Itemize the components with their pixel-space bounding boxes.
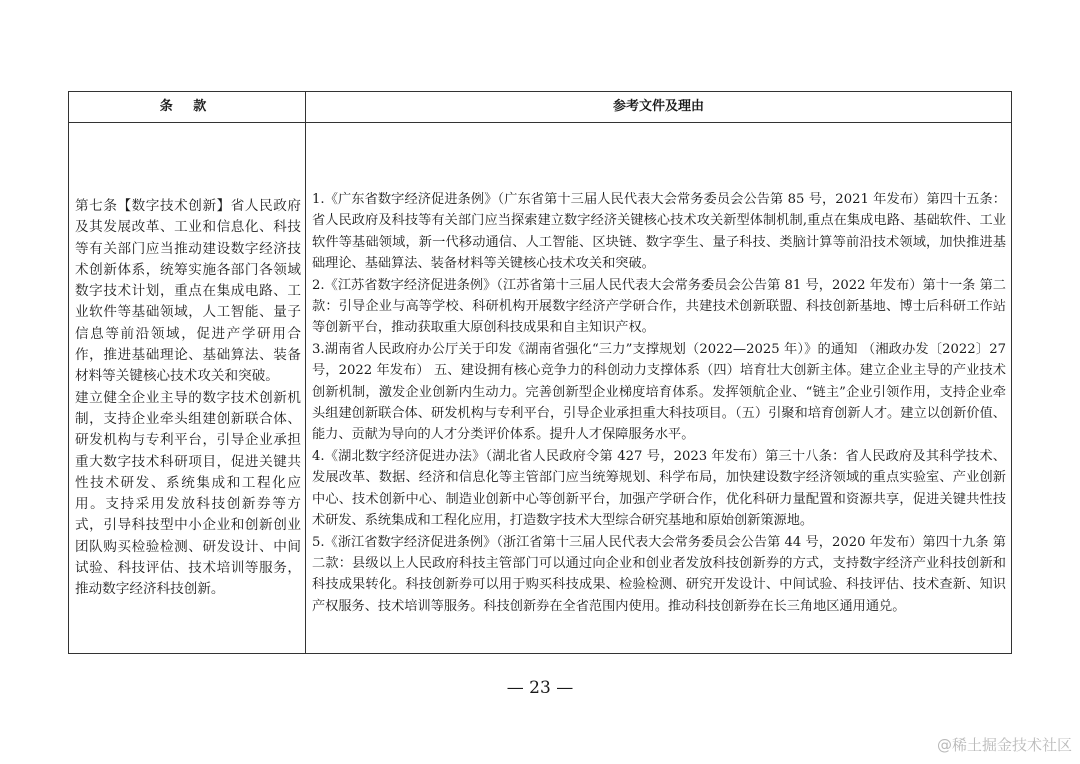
references-cell — [312, 189, 1006, 617]
reference-item: 3.湖南省人民政府办公厅关于印发《湖南省强化“三力”支撑规划（2022—2025 年）》的通知 （湘政办发〔2022〕27 号，2022 年发布） 五、建设拥有核心竞争力的科创动力支撑体系（四）培育壮大创新主体。建立企业主导的产业技术创新机制，激发企业创新内生动力。完善创新型企业梯度培育体系。发挥领航企业、“链主”企业引领作用，支持企业牵头组建创新联合体、研发机构与专利平台，引导企业承担重大科技项目。（五）引聚和培育创新人才。建立以创新价值、能力、贡献为导向的人才分类评价体系。提升人才保障服务水平。 — [312, 341, 1006, 443]
header-clause: 条 款 — [159, 99, 215, 114]
clause-paragraph: 建立健全企业主导的数字技术创新机制，支持企业牵头组建创新联合体、研发机构与专利平台，引导企业承担重大数字技术科研项目，促进关键共性技术研发、系统集成和工程化应用。支持采用发放科技创新券等方式，引导科技型中小企业和创新创业团队购买检验检测、研发设计、中间试验、科技评估、技术培训等服务，推动数字经济科技创新。 — [75, 389, 301, 598]
clause-table — [68, 91, 1012, 654]
clause-paragraph: 第七条【数字技术创新】省人民政府及其发展改革、工业和信息化、科技等有关部门应当推动建设数字经济技术创新体系，统筹实施各部门各领域数字技术计划，重点在集成电路、工业软件等基础领域，人工智能、量子信息等前沿领域，促进产学研用合作，推进基础理论、基础算法、装备材料等关键核心技术攻关和突破。 — [75, 198, 301, 385]
reference-item: 2.《江苏省数字经济促进条例》（江苏省第十三届人民代表大会常务委员会公告第 81 号，2022 年发布）第十一条 第二款：引导企业与高等学校、科研机构开展数字经济产学研合作，共建技术创新联盟、科技创新基地、博士后科研工作站等创新平台，推动获取重大原创科技成果和自主知识产权。 — [312, 277, 1006, 336]
header-references: 参考文件及理由 — [612, 99, 704, 114]
page-number: — 23 — — [506, 678, 574, 698]
reference-item: 4.《湖北数字经济促进办法》（湖北省人民政府令第 427 号，2023 年发布）第三十八条：省人民政府及其科学技术、发展改革、数据、经济和信息化等主管部门应当统筹规划、科学布局，加快建设数字经济领域的重点实验室、产业创新中心、技术创新中心、制造业创新中心等创新平台，加强产学研合作，优化科研力量配置和资源共享，促进关键共性技术研发、系统集成和工程化应用，打造数字技术大型综合研究基地和原始创新策源地。 — [312, 448, 1006, 529]
table-header-row — [69, 92, 1011, 123]
column-divider — [305, 92, 306, 653]
reference-item: 1.《广东省数字经济促进条例》（广东省第十三届人民代表大会常务委员会公告第 85 号，2021 年发布）第四十五条：省人民政府及科技等有关部门应当探索建立数字经济关键核心技术攻关新型体制机制,重点在集成电路、基础软件、工业软件等基础领域，新一代移动通信、人工智能、区块链、数字孪生、量子科技、类脑计算等前沿技术领域，加快推进基础理论、基础算法、装备材料等关键核心技术攻关和突破。 — [312, 192, 1006, 272]
reference-item: 5.《浙江省数字经济促进条例》（浙江省第十三届人民代表大会常务委员会公告第 44 号，2020 年发布）第四十九条 第二款：县级以上人民政府科技主管部门可以通过向企业和创业者发放科技创新券的方式，支持数字经济产业科技创新和科技成果转化。科技创新券可以用于购买科技成果、检验检测、研究开发设计、中间试验、科技评估、技术查新、知识产权服务、技术培训等服务。科技创新券在全省范围内使用。推动科技创新券在长三角地区通用通兑。 — [312, 534, 1006, 614]
watermark: @稀土掘金技术社区 — [936, 736, 1072, 754]
clause-cell — [75, 196, 301, 601]
